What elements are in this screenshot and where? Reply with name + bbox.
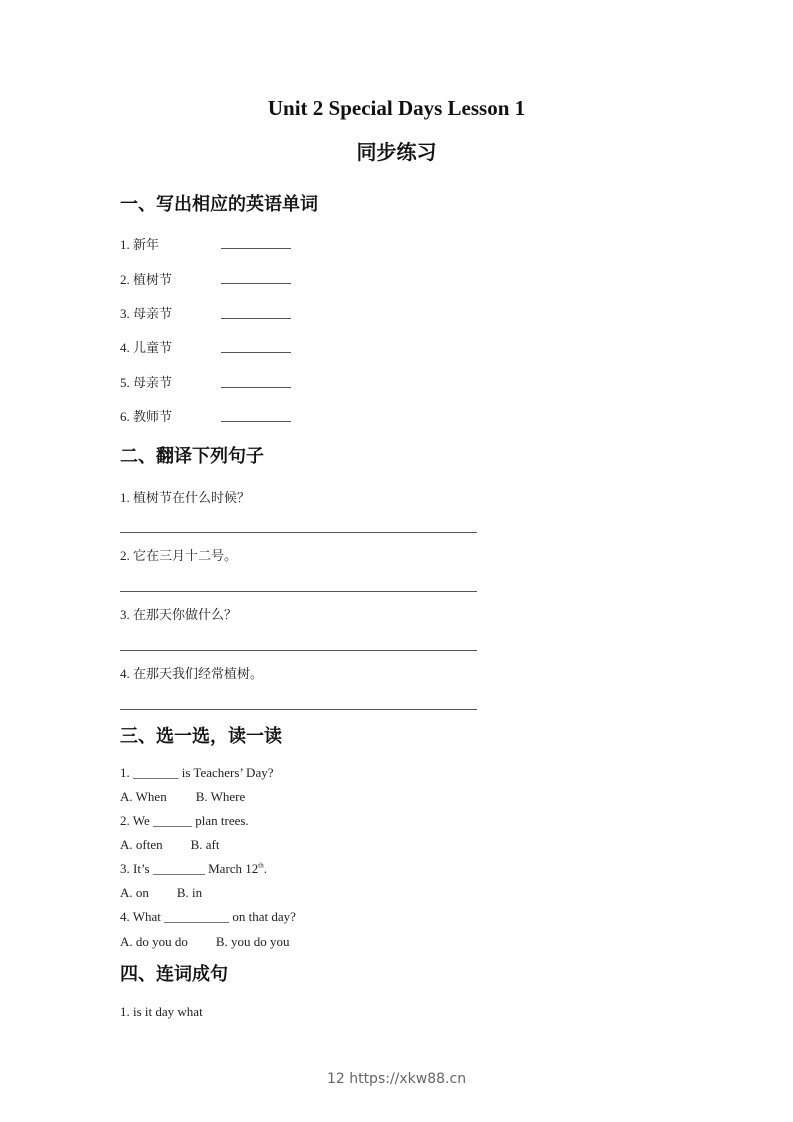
vocab-item [120, 372, 172, 391]
item-number: 1. [120, 490, 130, 505]
option-b[interactable]: B. Where [195, 789, 246, 804]
answer-blank[interactable] [221, 421, 291, 422]
word-order-item: 1. is it day what [120, 1004, 203, 1019]
question-stem: 4. What __________ on that day? [120, 909, 296, 924]
item-text: 在那天你做什么？ [133, 608, 238, 623]
translate-item [120, 487, 250, 506]
vocab-item [120, 303, 172, 322]
option-a[interactable]: A. When [120, 789, 167, 804]
answer-blank[interactable] [221, 248, 291, 249]
vocab-item [120, 337, 172, 356]
vocab-item [120, 406, 172, 425]
translate-item [120, 545, 237, 564]
question-stem [120, 861, 267, 877]
option-a[interactable]: A. often [120, 837, 163, 852]
answer-line[interactable] [120, 532, 477, 533]
question-stem: 2. We ______ plan trees. [120, 813, 249, 828]
translate-item [120, 663, 263, 682]
option-a[interactable]: A. do you do [120, 934, 188, 949]
item-text: 母亲节 [133, 307, 173, 322]
item-text: 它在三月十二号。 [133, 549, 238, 564]
question-options [120, 885, 202, 901]
vocab-item [120, 269, 172, 288]
section-4-heading: 四、连词成句 [120, 964, 228, 985]
option-b[interactable]: B. you do you [215, 934, 290, 949]
item-text: 教师节 [133, 410, 173, 425]
answer-blank[interactable] [221, 318, 291, 319]
answer-blank[interactable] [221, 387, 291, 388]
section-1-heading: 一、写出相应的英语单词 [120, 194, 318, 215]
item-number: 2. [120, 548, 130, 563]
item-text: 母亲节 [133, 376, 173, 391]
document-subtitle: 同步练习 [356, 140, 437, 164]
option-b[interactable]: B. aft [190, 837, 220, 852]
answer-blank[interactable] [221, 283, 291, 284]
question-stem: 1. _______ is Teachers’ Day? [120, 765, 274, 780]
translate-item [120, 604, 237, 623]
vocab-item [120, 234, 159, 253]
option-a[interactable]: A. on [120, 885, 149, 900]
item-text: 新年 [133, 238, 160, 253]
answer-line[interactable] [120, 591, 477, 592]
item-text: 植树节在什么时候？ [133, 491, 251, 506]
answer-line[interactable] [120, 650, 477, 651]
page-footer: 12 https://xkw88.cn [326, 1071, 467, 1087]
question-options [120, 934, 290, 950]
item-number: 1. [120, 237, 130, 252]
answer-line[interactable] [120, 709, 477, 710]
section-3-heading: 三、选一选，读一读 [120, 726, 282, 747]
item-text: 儿童节 [133, 341, 173, 356]
answer-blank[interactable] [221, 352, 291, 353]
question-options [120, 789, 245, 805]
item-number: 6. [120, 409, 130, 424]
item-number: 4. [120, 340, 130, 355]
item-number: 3. [120, 607, 130, 622]
ordinal-suffix: th [258, 861, 264, 870]
section-2-heading: 二、翻译下列句子 [120, 446, 264, 467]
stem-period: . [263, 861, 267, 876]
question-options [120, 837, 220, 853]
item-number: 3. [120, 306, 130, 321]
item-number: 4. [120, 666, 130, 681]
item-text: 植树节 [133, 273, 173, 288]
stem-text: 3. It’s ________ March 12 [120, 861, 259, 876]
document-title: Unit 2 Special Days Lesson 1 [267, 96, 526, 120]
option-b[interactable]: B. in [176, 885, 203, 900]
item-number: 5. [120, 375, 130, 390]
item-number: 2. [120, 272, 130, 287]
item-text: 在那天我们经常植树。 [133, 667, 264, 682]
